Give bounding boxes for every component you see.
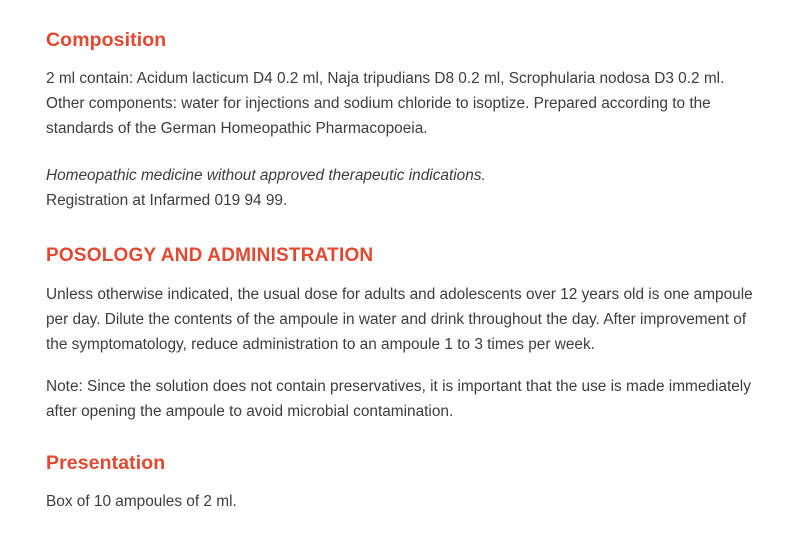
posology-paragraph-note: Note: Since the solution does not contain preservatives, it is important that the use is made immediately after opening the ampoule to avoid microbial contamination. <box>46 377 751 420</box>
homeopathic-disclaimer: Homeopathic medicine without approved therapeutic indications. <box>46 167 486 185</box>
posology-paragraph-dose: Unless otherwise indicated, the usual dose for adults and adolescents over 12 years old is one ampoule per day. Dilute the contents of the ampoule in water and drink throughout the day. After improvement of the symptomatology, reduce administration to an ampoule 1 to 3 times per week. <box>46 285 753 353</box>
section-posology <box>46 244 756 424</box>
presentation-paragraph: Box of 10 ampoules of 2 ml. <box>46 492 237 510</box>
section-heading-presentation: Presentation <box>46 451 166 474</box>
section-composition <box>46 28 756 214</box>
registration-line: Registration at Infarmed 019 94 99. <box>46 192 288 210</box>
section-presentation <box>46 451 756 515</box>
section-heading-posology: POSOLOGY AND ADMINISTRATION <box>46 245 374 267</box>
section-heading-composition: Composition <box>46 29 167 51</box>
composition-paragraph: 2 ml contain: Acidum lacticum D4 0.2 ml, Naja tripudians D8 0.2 ml, Scrophularia nodosa D3 0.2 ml. Other components: water for injections and sodium chloride to isoptize. Prepared according to the standards of the German Homeopathic Pharmacopoeia. <box>46 70 725 138</box>
homeopathic-notice <box>46 164 756 214</box>
